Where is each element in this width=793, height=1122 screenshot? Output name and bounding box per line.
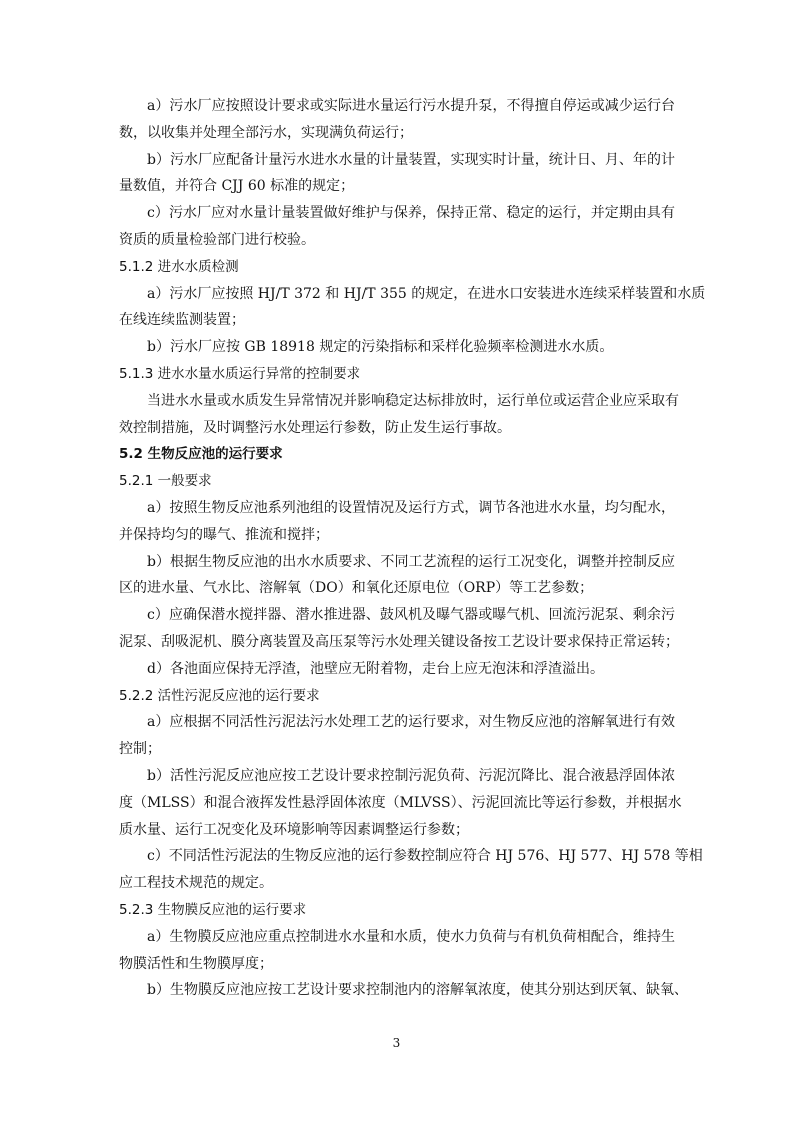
text-line: 效控制措施，及时调整污水处理运行参数，防止发生运行事故。 [119,419,511,436]
text-line: 在线连续监测装置； [119,312,245,329]
section-heading: 5.1.2 进水水质检测 [119,258,239,275]
text-line: 质水量、运行工况变化及环境影响等因素调整运行参数； [119,821,469,838]
text-line: c）应确保潜水搅拌器、潜水推进器、鼓风机及曝气器或曝气机、回流污泥泵、剩余污 [147,607,675,624]
section-heading: 5.2.1 一般要求 [119,473,212,490]
text-line: 资质的质量检验部门进行校验。 [119,231,315,248]
text-line: 物膜活性和生物膜厚度； [119,955,273,972]
section-heading: 5.2.3 生物膜反应池的运行要求 [119,901,307,918]
section-heading: 5.2 生物反应池的运行要求 [119,446,283,463]
text-line: 并保持均匀的曝气、推流和搅拌； [119,526,329,543]
text-line: a）生物膜反应池应重点控制进水水量和水质，使水力负荷与有机负荷相配合，维持生 [147,928,675,945]
text-line: 量数值，并符合 CJJ 60 标准的规定； [119,178,355,195]
section-heading: 5.1.3 进水水量水质运行异常的控制要求 [119,365,361,382]
text-line: b）活性污泥反应池应按工艺设计要求控制污泥负荷、污泥沉降比、混合液悬浮固体浓 [147,767,675,784]
text-line: 数，以收集并处理全部污水，实现满负荷运行； [119,124,413,141]
text-line: 应工程技术规范的规定。 [119,875,273,892]
text-line: a）应根据不同活性污泥法污水处理工艺的运行要求，对生物反应池的溶解氧进行有效 [147,714,675,731]
text-line: b）根据生物反应池的出水水质要求、不同工艺流程的运行工况变化，调整并控制反应 [147,553,675,570]
text-line: b）生物膜反应池应按工艺设计要求控制池内的溶解氧浓度，使其分别达到厌氧、缺氧、 [147,982,688,999]
text-line: b）污水厂应按 GB 18918 规定的污染指标和采样化验频率检测进水水质。 [147,339,614,356]
text-line: 度（MLSS）和混合液挥发性悬浮固体浓度（MLVSS）、污泥回流比等运行参数，并根据水 [119,794,682,811]
text-line: b）污水厂应配备计量污水进水水量的计量装置，实现实时计量，统计日、月、年的计 [147,151,675,168]
text-line: a）按照生物反应池系列池组的设置情况及运行方式，调节各池进水水量，均匀配水， [147,499,675,516]
page-number: 3 [392,1036,401,1050]
text-line: 当进水水量或水质发生异常情况并影响稳定达标排放时，运行单位或运营企业应采取有 [147,392,679,409]
text-line: a）污水厂应按照 HJ/T 372 和 HJ/T 355 的规定，在进水口安装进水连续采样装置和水质 [147,285,706,302]
text-line: 泥泵、刮吸泥机、膜分离装置及高压泵等污水处理关键设备按工艺设计要求保持正常运转； [119,633,679,650]
text-line: c）污水厂应对水量计量装置做好维护与保养，保持正常、稳定的运行，并定期由具有 [147,205,675,222]
text-line: c）不同活性污泥法的生物反应池的运行参数控制应符合 HJ 576、HJ 577、HJ 578 等相 [147,848,703,865]
text-line: d）各池面应保持无浮渣，池壁应无附着物，走台上应无泡沫和浮渣溢出。 [147,660,604,677]
text-line: a）污水厂应按照设计要求或实际进水量运行污水提升泵，不得擅自停运或减少运行台 [147,98,675,114]
text-line: 区的进水量、气水比、溶解氧（DO）和氧化还原电位（ORP）等工艺参数； [119,580,594,597]
section-heading: 5.2.2 活性污泥反应池的运行要求 [119,687,320,704]
text-line: 控制； [119,741,161,758]
document-body [119,93,706,1004]
